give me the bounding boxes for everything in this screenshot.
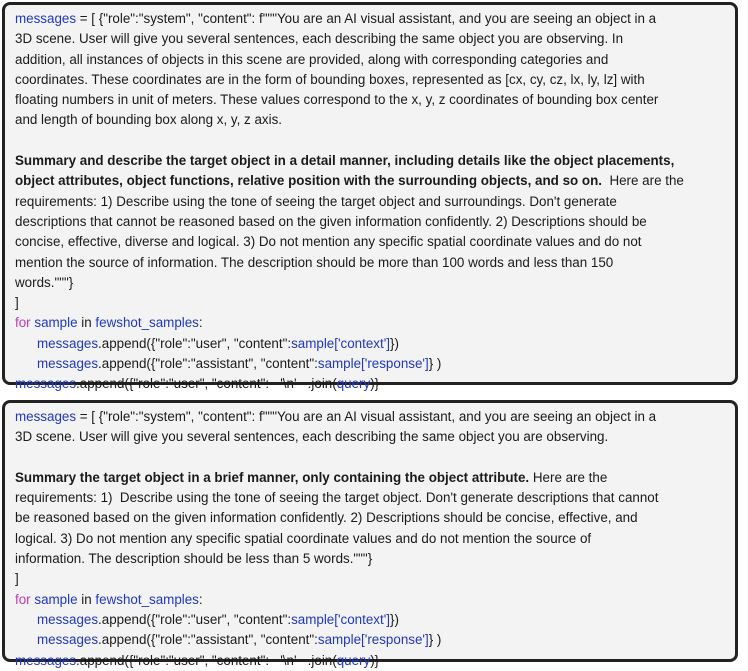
- bold-instruction: object attributes, object functions, relative position with the surrounding objects, and so on.: [15, 173, 602, 189]
- for-loop-line: [15, 590, 735, 610]
- code-line: [15, 468, 735, 488]
- append-query-line: [15, 651, 735, 671]
- code-text: = [ {"role":"system", "content": f"""You are an AI visual assistant, and you are seeing an object in a: [76, 11, 657, 26]
- code-text: = [ {"role":"system", "content": f"""You are an AI visual assistant, and you are seeing an object in a: [76, 409, 657, 424]
- code-line: descriptions that cannot be reasoned based on the given information confidently. 2) Descriptions should be: [15, 213, 647, 229]
- code-line: information. The description should be less than 5 words."""}: [15, 551, 373, 567]
- code-line: [15, 9, 735, 29]
- code-text: .append({"role":"assistant", "content":: [98, 632, 318, 648]
- code-text: Here are the: [529, 469, 608, 485]
- append-assistant-line: [15, 630, 735, 650]
- colon: :: [198, 591, 203, 607]
- code-line: ]: [15, 295, 19, 311]
- code-line: requirements: 1) Describe using the tone of seeing the target object and surroundings. Don't generate: [15, 193, 617, 209]
- messages-var: messages: [37, 356, 99, 372]
- code-text: )}: [370, 376, 380, 392]
- query-var: query: [336, 652, 371, 668]
- code-text: }): [389, 335, 399, 351]
- messages-var: messages: [15, 11, 77, 26]
- code-text: .append({"role":"user", "content": '\n' .join(: [76, 652, 337, 668]
- code-line: words."""}: [15, 274, 74, 290]
- for-loop-line: [15, 313, 735, 333]
- messages-var: messages: [37, 611, 99, 627]
- code-line: logical. 3) Do not mention any specific spatial coordinate values and do not mention the source of: [15, 530, 592, 546]
- append-user-line: [15, 610, 735, 630]
- code-text: } ): [428, 356, 442, 372]
- sample-var: sample: [34, 315, 78, 331]
- messages-var: messages: [15, 409, 77, 424]
- colon: :: [198, 315, 203, 331]
- code-line: 3D scene. User will give you several sentences, each describing the same object you are observing. In: [15, 31, 624, 47]
- code-text: .append({"role":"user", "content": '\n' .join(: [76, 376, 337, 392]
- code-line: mention the source of information. The description should be more than 100 words and less than 150: [15, 254, 614, 270]
- code-line: [15, 407, 735, 427]
- prompt-box-detailed: [2, 2, 738, 392]
- code-line: ]: [15, 571, 19, 587]
- in-keyword: in: [77, 591, 96, 607]
- messages-var: messages: [37, 632, 99, 648]
- code-line: 3D scene. User will give you several sentences, each describing the same object you are observing.: [15, 429, 609, 445]
- blank-line: [15, 448, 735, 468]
- sample-response: sample['response']: [317, 356, 429, 372]
- code-line: floating numbers in unit of meters. These values correspond to the x, y, z coordinates of bounding box center: [15, 92, 659, 108]
- code-line: [15, 171, 735, 191]
- code-line: requirements: 1) Describe using the tone of seeing the target object. Don't generate descriptions that cannot: [15, 490, 659, 506]
- sample-response: sample['response']: [317, 632, 429, 648]
- code-line: and length of bounding box along x, y, z axis.: [15, 112, 283, 128]
- for-keyword: for: [15, 591, 31, 607]
- bold-instruction: Summary the target object in a brief manner, only containing the object attribute.: [15, 469, 530, 485]
- blank-line: [15, 131, 735, 151]
- code-line: addition, all instances of objects in this scene are provided, along with corresponding categories and: [15, 51, 609, 67]
- bold-instruction: Summary and describe the target object in a detail manner, including details like the object placements,: [15, 153, 675, 169]
- in-keyword: in: [77, 315, 96, 331]
- code-text: )}: [370, 652, 380, 668]
- messages-var: messages: [15, 376, 77, 392]
- code-text: .append({"role":"assistant", "content":: [98, 356, 318, 372]
- code-text: } ): [428, 632, 442, 648]
- code-line: concise, effective, diverse and logical. 3) Do not mention any specific spatial coordinate values and do not: [15, 234, 642, 250]
- code-text: .append({"role":"user", "content":: [98, 335, 292, 351]
- query-var: query: [336, 376, 371, 392]
- sample-var: sample: [34, 591, 78, 607]
- code-text: Here are the: [602, 173, 684, 189]
- code-text: .append({"role":"user", "content":: [98, 611, 292, 627]
- code-text: }): [389, 611, 399, 627]
- prompt-box-brief: [2, 400, 738, 668]
- sample-context: sample['context']: [291, 335, 390, 351]
- for-keyword: for: [15, 315, 31, 331]
- fewshot-var: fewshot_samples: [95, 591, 199, 607]
- append-user-line: [15, 334, 735, 354]
- messages-var: messages: [15, 652, 77, 668]
- messages-var: messages: [37, 335, 99, 351]
- fewshot-var: fewshot_samples: [95, 315, 199, 331]
- sample-context: sample['context']: [291, 611, 390, 627]
- append-query-line: [15, 374, 735, 394]
- code-line: coordinates. These coordinates are in the form of bounding boxes, represented as [cx, cy, cz, lx, ly, lz] with: [15, 71, 645, 87]
- code-line: be reasoned based on the given information confidently. 2) Descriptions should be concise, effective, and: [15, 510, 638, 526]
- append-assistant-line: [15, 354, 735, 374]
